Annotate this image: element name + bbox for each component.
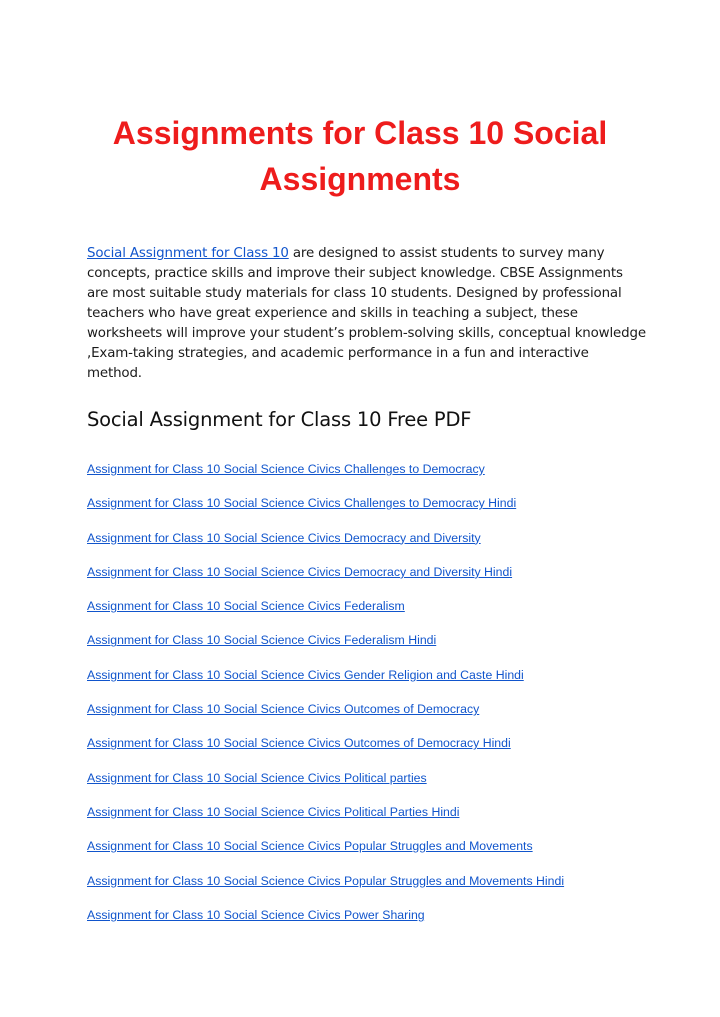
- list-item: [87, 529, 564, 563]
- assignment-link[interactable]: Assignment for Class 10 Social Science Civics Outcomes of Democracy Hindi: [87, 736, 511, 751]
- intro-paragraph: [87, 244, 647, 384]
- assignment-link[interactable]: Assignment for Class 10 Social Science Civics Federalism: [87, 599, 405, 614]
- assignment-link[interactable]: Assignment for Class 10 Social Science Civics Democracy and Diversity: [87, 530, 481, 545]
- assignment-link-list: [87, 460, 564, 940]
- section-heading: Social Assignment for Class 10 Free PDF: [87, 408, 472, 431]
- list-item: [87, 597, 564, 631]
- list-item: [87, 494, 564, 528]
- assignment-link[interactable]: Assignment for Class 10 Social Science Civics Popular Struggles and Movements Hindi: [87, 873, 565, 888]
- list-item: [87, 906, 564, 940]
- list-item: [87, 631, 564, 665]
- list-item: [87, 666, 564, 700]
- assignment-link[interactable]: Assignment for Class 10 Social Science Civics Challenges to Democracy: [87, 462, 485, 476]
- assignment-link[interactable]: Assignment for Class 10 Social Science Civics Challenges to Democracy Hindi: [87, 496, 517, 511]
- intro-body-text: are designed to assist students to survey many concepts, practice skills and improve their subject knowledge. CBSE Assignments are most suitable study materials for class 10 students. Designed by professional teachers who have great experience and skills in teaching a subject, these worksheets will improve your student’s problem-solving skills, conceptual knowledge ,Exam-taking strategies, and academic performance in a fun and interactive method.: [87, 246, 646, 381]
- page-title: Assignments for Class 10 Social Assignments: [112, 115, 608, 197]
- list-item: [87, 460, 564, 494]
- list-item: [87, 803, 564, 837]
- assignment-link[interactable]: Assignment for Class 10 Social Science Civics Popular Struggles and Movements: [87, 839, 533, 854]
- assignment-link[interactable]: Assignment for Class 10 Social Science Civics Gender Religion and Caste Hindi: [87, 667, 524, 682]
- assignment-link[interactable]: Assignment for Class 10 Social Science Civics Power Sharing: [87, 907, 425, 922]
- assignment-link[interactable]: Assignment for Class 10 Social Science Civics Democracy and Diversity Hindi: [87, 564, 513, 579]
- list-item: [87, 734, 564, 768]
- assignment-link[interactable]: Assignment for Class 10 Social Science Civics Federalism Hindi: [87, 633, 437, 648]
- assignment-link[interactable]: Assignment for Class 10 Social Science Civics Political Parties Hindi: [87, 804, 460, 819]
- assignment-link[interactable]: Assignment for Class 10 Social Science Civics Political parties: [87, 770, 427, 785]
- intro-link[interactable]: Social Assignment for Class 10: [87, 246, 289, 261]
- list-item: [87, 872, 564, 906]
- list-item: [87, 769, 564, 803]
- list-item: [87, 563, 564, 597]
- assignment-link[interactable]: Assignment for Class 10 Social Science Civics Outcomes of Democracy: [87, 702, 480, 717]
- list-item: [87, 700, 564, 734]
- list-item: [87, 837, 564, 871]
